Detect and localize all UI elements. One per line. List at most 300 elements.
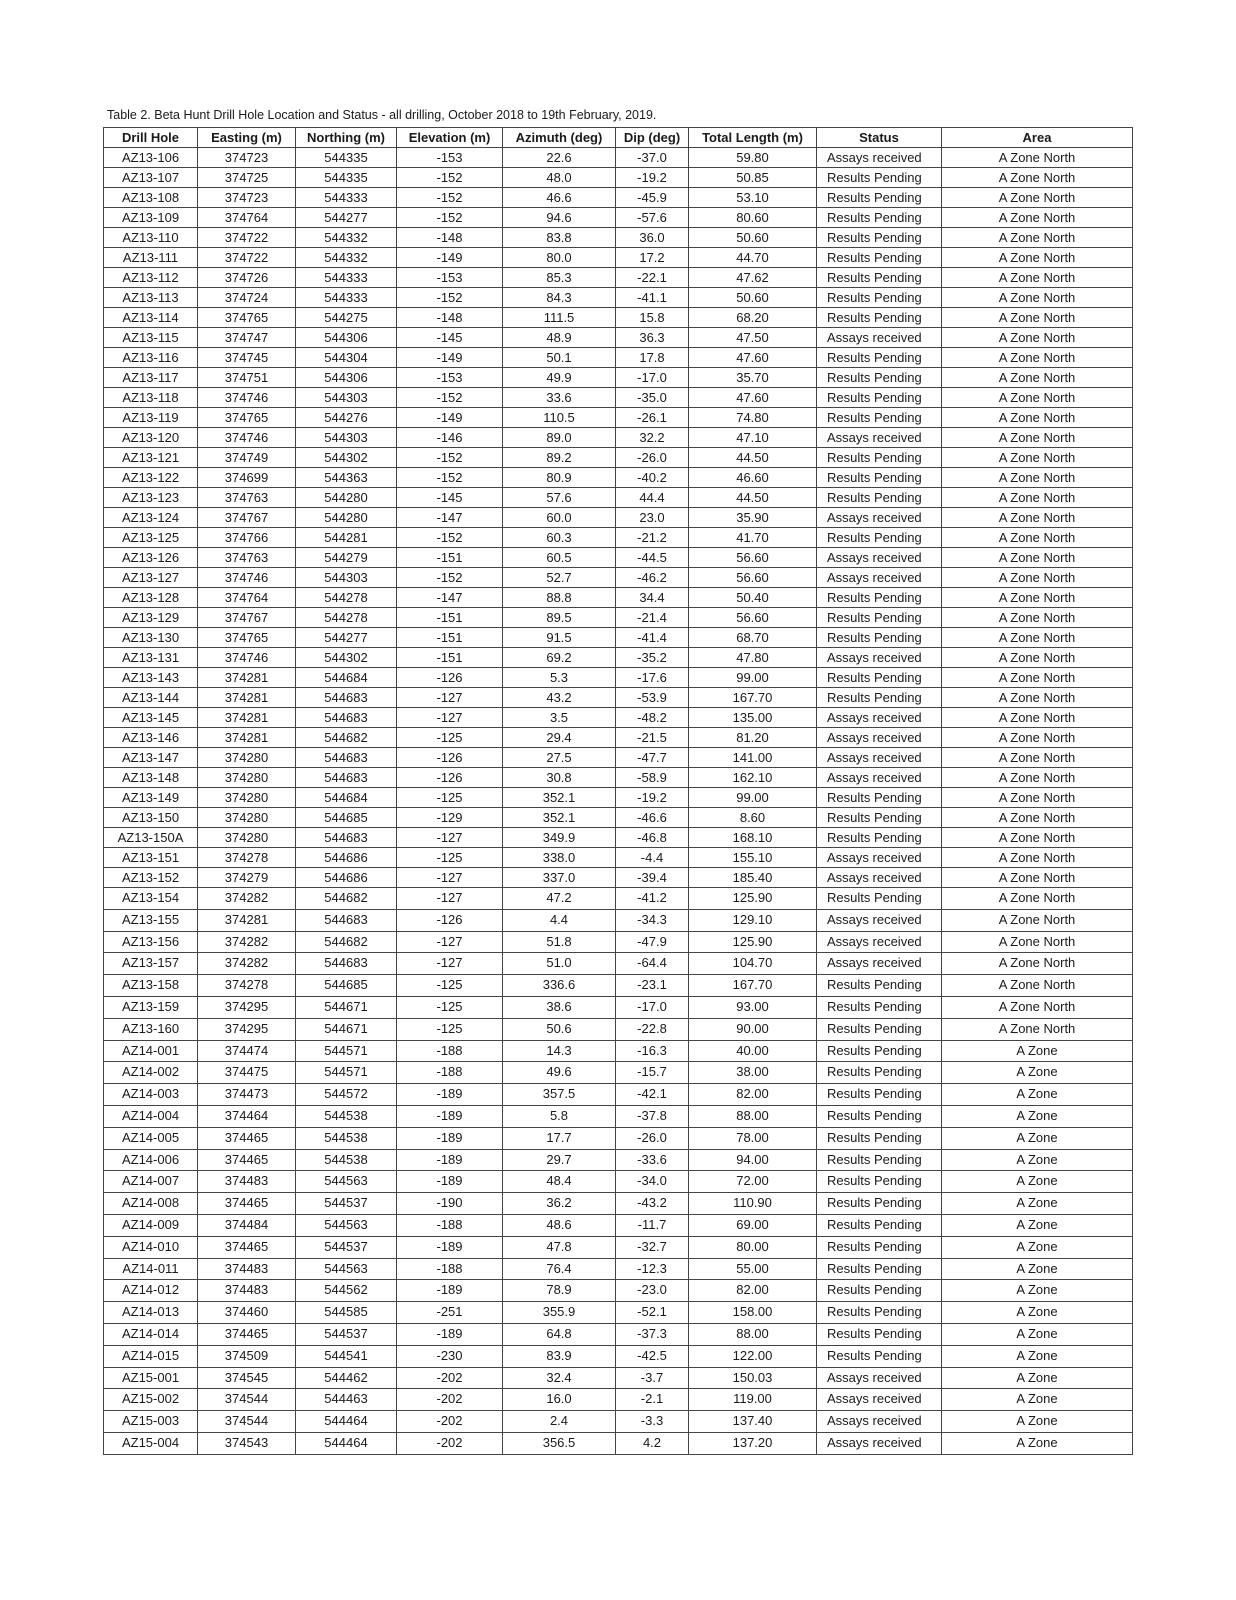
cell-easting: 374483 xyxy=(198,1258,296,1280)
table-body xyxy=(104,148,1133,1455)
cell-azimuth: 16.0 xyxy=(503,1389,616,1411)
cell-easting: 374765 xyxy=(198,628,296,648)
cell-azimuth: 352.1 xyxy=(503,808,616,828)
cell-total-length: 99.00 xyxy=(689,668,817,688)
cell-total-length: 47.60 xyxy=(689,388,817,408)
header-elevation: Elevation (m) xyxy=(397,128,503,148)
cell-easting: 374281 xyxy=(198,688,296,708)
cell-status: Results Pending xyxy=(817,1302,942,1324)
cell-elevation: -149 xyxy=(397,248,503,268)
cell-azimuth: 3.5 xyxy=(503,708,616,728)
cell-drill-hole: AZ14-002 xyxy=(104,1062,198,1084)
cell-drill-hole: AZ13-121 xyxy=(104,448,198,468)
cell-northing: 544537 xyxy=(296,1193,397,1215)
cell-drill-hole: AZ13-124 xyxy=(104,508,198,528)
cell-azimuth: 88.8 xyxy=(503,588,616,608)
cell-total-length: 59.80 xyxy=(689,148,817,168)
cell-area: A Zone North xyxy=(942,788,1133,808)
cell-northing: 544563 xyxy=(296,1258,397,1280)
cell-area: A Zone North xyxy=(942,568,1133,588)
cell-dip: -47.9 xyxy=(616,931,689,953)
cell-azimuth: 336.6 xyxy=(503,975,616,997)
cell-azimuth: 85.3 xyxy=(503,268,616,288)
cell-status: Results Pending xyxy=(817,996,942,1018)
cell-dip: 17.8 xyxy=(616,348,689,368)
cell-elevation: -189 xyxy=(397,1105,503,1127)
cell-azimuth: 48.0 xyxy=(503,168,616,188)
cell-total-length: 168.10 xyxy=(689,828,817,848)
cell-total-length: 47.62 xyxy=(689,268,817,288)
cell-status: Results Pending xyxy=(817,1214,942,1236)
cell-azimuth: 64.8 xyxy=(503,1323,616,1345)
table-row xyxy=(104,368,1133,388)
cell-total-length: 50.85 xyxy=(689,168,817,188)
cell-dip: -22.8 xyxy=(616,1018,689,1040)
cell-area: A Zone xyxy=(942,1127,1133,1149)
cell-elevation: -127 xyxy=(397,888,503,910)
cell-status: Assays received xyxy=(817,1432,942,1454)
table-row xyxy=(104,248,1133,268)
table-row xyxy=(104,628,1133,648)
cell-northing: 544363 xyxy=(296,468,397,488)
cell-elevation: -125 xyxy=(397,1018,503,1040)
cell-total-length: 50.60 xyxy=(689,288,817,308)
cell-northing: 544278 xyxy=(296,608,397,628)
cell-dip: 17.2 xyxy=(616,248,689,268)
cell-easting: 374465 xyxy=(198,1149,296,1171)
cell-easting: 374484 xyxy=(198,1214,296,1236)
cell-dip: -34.0 xyxy=(616,1171,689,1193)
cell-dip: -46.6 xyxy=(616,808,689,828)
cell-elevation: -126 xyxy=(397,748,503,768)
cell-drill-hole: AZ13-118 xyxy=(104,388,198,408)
cell-elevation: -202 xyxy=(397,1432,503,1454)
cell-dip: -23.0 xyxy=(616,1280,689,1302)
cell-area: A Zone xyxy=(942,1411,1133,1433)
cell-status: Results Pending xyxy=(817,1323,942,1345)
cell-northing: 544685 xyxy=(296,975,397,997)
cell-azimuth: 355.9 xyxy=(503,1302,616,1324)
cell-easting: 374724 xyxy=(198,288,296,308)
cell-drill-hole: AZ14-007 xyxy=(104,1171,198,1193)
cell-elevation: -127 xyxy=(397,931,503,953)
cell-elevation: -151 xyxy=(397,548,503,568)
cell-drill-hole: AZ14-006 xyxy=(104,1149,198,1171)
cell-total-length: 93.00 xyxy=(689,996,817,1018)
cell-northing: 544279 xyxy=(296,548,397,568)
cell-easting: 374278 xyxy=(198,848,296,868)
cell-area: A Zone North xyxy=(942,1018,1133,1040)
cell-area: A Zone North xyxy=(942,248,1133,268)
cell-elevation: -151 xyxy=(397,628,503,648)
table-row xyxy=(104,308,1133,328)
cell-status: Results Pending xyxy=(817,1345,942,1367)
cell-azimuth: 48.4 xyxy=(503,1171,616,1193)
cell-drill-hole: AZ13-125 xyxy=(104,528,198,548)
cell-area: A Zone North xyxy=(942,648,1133,668)
cell-total-length: 80.60 xyxy=(689,208,817,228)
cell-easting: 374282 xyxy=(198,953,296,975)
cell-total-length: 56.60 xyxy=(689,568,817,588)
cell-status: Results Pending xyxy=(817,788,942,808)
cell-elevation: -230 xyxy=(397,1345,503,1367)
cell-dip: -21.5 xyxy=(616,728,689,748)
cell-total-length: 122.00 xyxy=(689,1345,817,1367)
cell-total-length: 88.00 xyxy=(689,1323,817,1345)
table-row xyxy=(104,188,1133,208)
cell-total-length: 38.00 xyxy=(689,1062,817,1084)
cell-northing: 544683 xyxy=(296,909,397,931)
cell-dip: -26.0 xyxy=(616,1127,689,1149)
table-caption: Table 2. Beta Hunt Drill Hole Location and Status - all drilling, October 2018 to 19th February, 2019. xyxy=(107,108,657,122)
cell-area: A Zone North xyxy=(942,148,1133,168)
cell-total-length: 78.00 xyxy=(689,1127,817,1149)
table-row xyxy=(104,608,1133,628)
cell-dip: -37.3 xyxy=(616,1323,689,1345)
cell-elevation: -145 xyxy=(397,328,503,348)
cell-dip: -12.3 xyxy=(616,1258,689,1280)
table-row xyxy=(104,1040,1133,1062)
cell-total-length: 44.70 xyxy=(689,248,817,268)
cell-total-length: 150.03 xyxy=(689,1367,817,1389)
cell-azimuth: 80.0 xyxy=(503,248,616,268)
cell-drill-hole: AZ13-119 xyxy=(104,408,198,428)
table-row xyxy=(104,888,1133,910)
cell-azimuth: 349.9 xyxy=(503,828,616,848)
cell-easting: 374746 xyxy=(198,428,296,448)
table-row xyxy=(104,668,1133,688)
table-header-row xyxy=(104,128,1133,148)
cell-area: A Zone North xyxy=(942,808,1133,828)
cell-status: Results Pending xyxy=(817,348,942,368)
cell-northing: 544333 xyxy=(296,268,397,288)
cell-total-length: 40.00 xyxy=(689,1040,817,1062)
cell-status: Assays received xyxy=(817,768,942,788)
cell-total-length: 162.10 xyxy=(689,768,817,788)
cell-elevation: -189 xyxy=(397,1084,503,1106)
cell-easting: 374509 xyxy=(198,1345,296,1367)
cell-total-length: 47.60 xyxy=(689,348,817,368)
cell-total-length: 129.10 xyxy=(689,909,817,931)
cell-area: A Zone xyxy=(942,1280,1133,1302)
cell-status: Assays received xyxy=(817,953,942,975)
cell-elevation: -188 xyxy=(397,1258,503,1280)
cell-azimuth: 5.3 xyxy=(503,668,616,688)
cell-area: A Zone xyxy=(942,1214,1133,1236)
cell-elevation: -152 xyxy=(397,288,503,308)
cell-area: A Zone North xyxy=(942,628,1133,648)
cell-dip: 34.4 xyxy=(616,588,689,608)
cell-easting: 374746 xyxy=(198,568,296,588)
header-northing: Northing (m) xyxy=(296,128,397,148)
cell-easting: 374746 xyxy=(198,648,296,668)
cell-status: Assays received xyxy=(817,708,942,728)
cell-azimuth: 83.9 xyxy=(503,1345,616,1367)
header-total-length: Total Length (m) xyxy=(689,128,817,148)
cell-status: Assays received xyxy=(817,748,942,768)
cell-status: Assays received xyxy=(817,1389,942,1411)
cell-dip: -19.2 xyxy=(616,788,689,808)
cell-elevation: -151 xyxy=(397,608,503,628)
cell-northing: 544332 xyxy=(296,248,397,268)
table-row xyxy=(104,1236,1133,1258)
cell-status: Assays received xyxy=(817,568,942,588)
cell-drill-hole: AZ13-131 xyxy=(104,648,198,668)
cell-azimuth: 49.6 xyxy=(503,1062,616,1084)
cell-total-length: 110.90 xyxy=(689,1193,817,1215)
cell-azimuth: 89.2 xyxy=(503,448,616,468)
cell-northing: 544585 xyxy=(296,1302,397,1324)
cell-drill-hole: AZ13-149 xyxy=(104,788,198,808)
cell-total-length: 137.40 xyxy=(689,1411,817,1433)
cell-area: A Zone North xyxy=(942,308,1133,328)
table-row xyxy=(104,328,1133,348)
cell-azimuth: 60.5 xyxy=(503,548,616,568)
cell-total-length: 155.10 xyxy=(689,848,817,868)
cell-dip: -44.5 xyxy=(616,548,689,568)
drill-hole-table xyxy=(103,127,1133,1455)
cell-drill-hole: AZ13-159 xyxy=(104,996,198,1018)
cell-elevation: -125 xyxy=(397,788,503,808)
cell-elevation: -189 xyxy=(397,1323,503,1345)
cell-elevation: -152 xyxy=(397,168,503,188)
cell-total-length: 47.10 xyxy=(689,428,817,448)
cell-status: Assays received xyxy=(817,648,942,668)
cell-northing: 544682 xyxy=(296,931,397,953)
cell-elevation: -189 xyxy=(397,1127,503,1149)
cell-area: A Zone North xyxy=(942,228,1133,248)
cell-northing: 544335 xyxy=(296,168,397,188)
cell-area: A Zone North xyxy=(942,348,1133,368)
table-row xyxy=(104,788,1133,808)
cell-elevation: -127 xyxy=(397,828,503,848)
cell-northing: 544280 xyxy=(296,488,397,508)
cell-elevation: -152 xyxy=(397,568,503,588)
cell-status: Results Pending xyxy=(817,1127,942,1149)
cell-elevation: -152 xyxy=(397,528,503,548)
cell-status: Assays received xyxy=(817,1367,942,1389)
table-row xyxy=(104,808,1133,828)
header-area: Area xyxy=(942,128,1133,148)
cell-northing: 544306 xyxy=(296,368,397,388)
cell-area: A Zone North xyxy=(942,548,1133,568)
cell-dip: -42.1 xyxy=(616,1084,689,1106)
cell-elevation: -129 xyxy=(397,808,503,828)
cell-northing: 544683 xyxy=(296,768,397,788)
cell-northing: 544303 xyxy=(296,568,397,588)
cell-dip: -17.0 xyxy=(616,368,689,388)
cell-status: Results Pending xyxy=(817,668,942,688)
cell-status: Assays received xyxy=(817,728,942,748)
cell-area: A Zone xyxy=(942,1149,1133,1171)
cell-elevation: -127 xyxy=(397,688,503,708)
table-row xyxy=(104,1149,1133,1171)
cell-total-length: 167.70 xyxy=(689,975,817,997)
cell-drill-hole: AZ13-128 xyxy=(104,588,198,608)
cell-dip: -64.4 xyxy=(616,953,689,975)
cell-status: Results Pending xyxy=(817,688,942,708)
cell-area: A Zone North xyxy=(942,888,1133,910)
cell-total-length: 90.00 xyxy=(689,1018,817,1040)
cell-area: A Zone North xyxy=(942,288,1133,308)
cell-easting: 374465 xyxy=(198,1323,296,1345)
cell-azimuth: 94.6 xyxy=(503,208,616,228)
cell-area: A Zone xyxy=(942,1432,1133,1454)
cell-status: Assays received xyxy=(817,1411,942,1433)
cell-elevation: -153 xyxy=(397,268,503,288)
cell-easting: 374280 xyxy=(198,788,296,808)
cell-drill-hole: AZ13-157 xyxy=(104,953,198,975)
cell-total-length: 158.00 xyxy=(689,1302,817,1324)
cell-drill-hole: AZ13-155 xyxy=(104,909,198,931)
cell-area: A Zone North xyxy=(942,748,1133,768)
cell-total-length: 47.50 xyxy=(689,328,817,348)
cell-azimuth: 52.7 xyxy=(503,568,616,588)
table-row xyxy=(104,1367,1133,1389)
cell-area: A Zone North xyxy=(942,728,1133,748)
cell-total-length: 50.40 xyxy=(689,588,817,608)
cell-easting: 374766 xyxy=(198,528,296,548)
table-row xyxy=(104,568,1133,588)
cell-easting: 374543 xyxy=(198,1432,296,1454)
cell-dip: -45.9 xyxy=(616,188,689,208)
cell-easting: 374282 xyxy=(198,888,296,910)
cell-dip: -23.1 xyxy=(616,975,689,997)
cell-area: A Zone North xyxy=(942,448,1133,468)
cell-azimuth: 111.5 xyxy=(503,308,616,328)
cell-total-length: 35.70 xyxy=(689,368,817,388)
cell-elevation: -152 xyxy=(397,468,503,488)
cell-total-length: 80.00 xyxy=(689,1236,817,1258)
cell-northing: 544537 xyxy=(296,1236,397,1258)
cell-status: Results Pending xyxy=(817,408,942,428)
table-row xyxy=(104,488,1133,508)
cell-azimuth: 32.4 xyxy=(503,1367,616,1389)
cell-dip: -41.4 xyxy=(616,628,689,648)
cell-status: Results Pending xyxy=(817,608,942,628)
cell-elevation: -126 xyxy=(397,768,503,788)
cell-elevation: -148 xyxy=(397,308,503,328)
cell-total-length: 35.90 xyxy=(689,508,817,528)
cell-elevation: -153 xyxy=(397,368,503,388)
cell-northing: 544686 xyxy=(296,868,397,888)
cell-easting: 374281 xyxy=(198,909,296,931)
cell-total-length: 44.50 xyxy=(689,448,817,468)
cell-elevation: -149 xyxy=(397,408,503,428)
cell-area: A Zone North xyxy=(942,268,1133,288)
cell-northing: 544682 xyxy=(296,728,397,748)
table-row xyxy=(104,1345,1133,1367)
cell-azimuth: 91.5 xyxy=(503,628,616,648)
cell-status: Results Pending xyxy=(817,288,942,308)
cell-area: A Zone North xyxy=(942,953,1133,975)
cell-easting: 374723 xyxy=(198,188,296,208)
cell-elevation: -251 xyxy=(397,1302,503,1324)
cell-elevation: -202 xyxy=(397,1411,503,1433)
cell-azimuth: 69.2 xyxy=(503,648,616,668)
cell-drill-hole: AZ13-112 xyxy=(104,268,198,288)
cell-status: Assays received xyxy=(817,548,942,568)
table-row xyxy=(104,168,1133,188)
cell-area: A Zone North xyxy=(942,408,1133,428)
table-row xyxy=(104,588,1133,608)
cell-status: Assays received xyxy=(817,931,942,953)
cell-northing: 544277 xyxy=(296,208,397,228)
cell-dip: -42.5 xyxy=(616,1345,689,1367)
cell-dip: -3.7 xyxy=(616,1367,689,1389)
table-row xyxy=(104,208,1133,228)
cell-easting: 374278 xyxy=(198,975,296,997)
cell-total-length: 82.00 xyxy=(689,1280,817,1302)
cell-elevation: -189 xyxy=(397,1149,503,1171)
cell-dip: -35.0 xyxy=(616,388,689,408)
cell-easting: 374475 xyxy=(198,1062,296,1084)
cell-area: A Zone North xyxy=(942,428,1133,448)
cell-dip: -48.2 xyxy=(616,708,689,728)
table-row xyxy=(104,288,1133,308)
header-status: Status xyxy=(817,128,942,148)
cell-elevation: -152 xyxy=(397,388,503,408)
cell-status: Results Pending xyxy=(817,208,942,228)
cell-elevation: -147 xyxy=(397,508,503,528)
cell-total-length: 47.80 xyxy=(689,648,817,668)
cell-total-length: 74.80 xyxy=(689,408,817,428)
cell-dip: -37.0 xyxy=(616,148,689,168)
cell-northing: 544304 xyxy=(296,348,397,368)
cell-area: A Zone North xyxy=(942,688,1133,708)
cell-total-length: 55.00 xyxy=(689,1258,817,1280)
cell-azimuth: 48.9 xyxy=(503,328,616,348)
cell-drill-hole: AZ14-012 xyxy=(104,1280,198,1302)
cell-azimuth: 51.0 xyxy=(503,953,616,975)
cell-drill-hole: AZ13-110 xyxy=(104,228,198,248)
cell-northing: 544537 xyxy=(296,1323,397,1345)
cell-northing: 544275 xyxy=(296,308,397,328)
cell-easting: 374473 xyxy=(198,1084,296,1106)
cell-azimuth: 60.0 xyxy=(503,508,616,528)
cell-elevation: -152 xyxy=(397,188,503,208)
cell-azimuth: 60.3 xyxy=(503,528,616,548)
cell-status: Results Pending xyxy=(817,828,942,848)
cell-elevation: -188 xyxy=(397,1214,503,1236)
cell-drill-hole: AZ14-014 xyxy=(104,1323,198,1345)
table-row xyxy=(104,1171,1133,1193)
cell-drill-hole: AZ13-154 xyxy=(104,888,198,910)
cell-drill-hole: AZ13-150A xyxy=(104,828,198,848)
cell-northing: 544571 xyxy=(296,1062,397,1084)
table-row xyxy=(104,688,1133,708)
cell-drill-hole: AZ13-158 xyxy=(104,975,198,997)
table-row xyxy=(104,1411,1133,1433)
cell-azimuth: 30.8 xyxy=(503,768,616,788)
table-row xyxy=(104,953,1133,975)
cell-status: Results Pending xyxy=(817,308,942,328)
table-row xyxy=(104,848,1133,868)
cell-azimuth: 89.0 xyxy=(503,428,616,448)
table-row xyxy=(104,1084,1133,1106)
cell-dip: 36.0 xyxy=(616,228,689,248)
cell-area: A Zone xyxy=(942,1258,1133,1280)
cell-easting: 374765 xyxy=(198,308,296,328)
cell-total-length: 8.60 xyxy=(689,808,817,828)
table-row xyxy=(104,648,1133,668)
cell-dip: -37.8 xyxy=(616,1105,689,1127)
cell-azimuth: 14.3 xyxy=(503,1040,616,1062)
cell-status: Results Pending xyxy=(817,488,942,508)
cell-drill-hole: AZ14-015 xyxy=(104,1345,198,1367)
cell-easting: 374763 xyxy=(198,488,296,508)
cell-total-length: 69.00 xyxy=(689,1214,817,1236)
